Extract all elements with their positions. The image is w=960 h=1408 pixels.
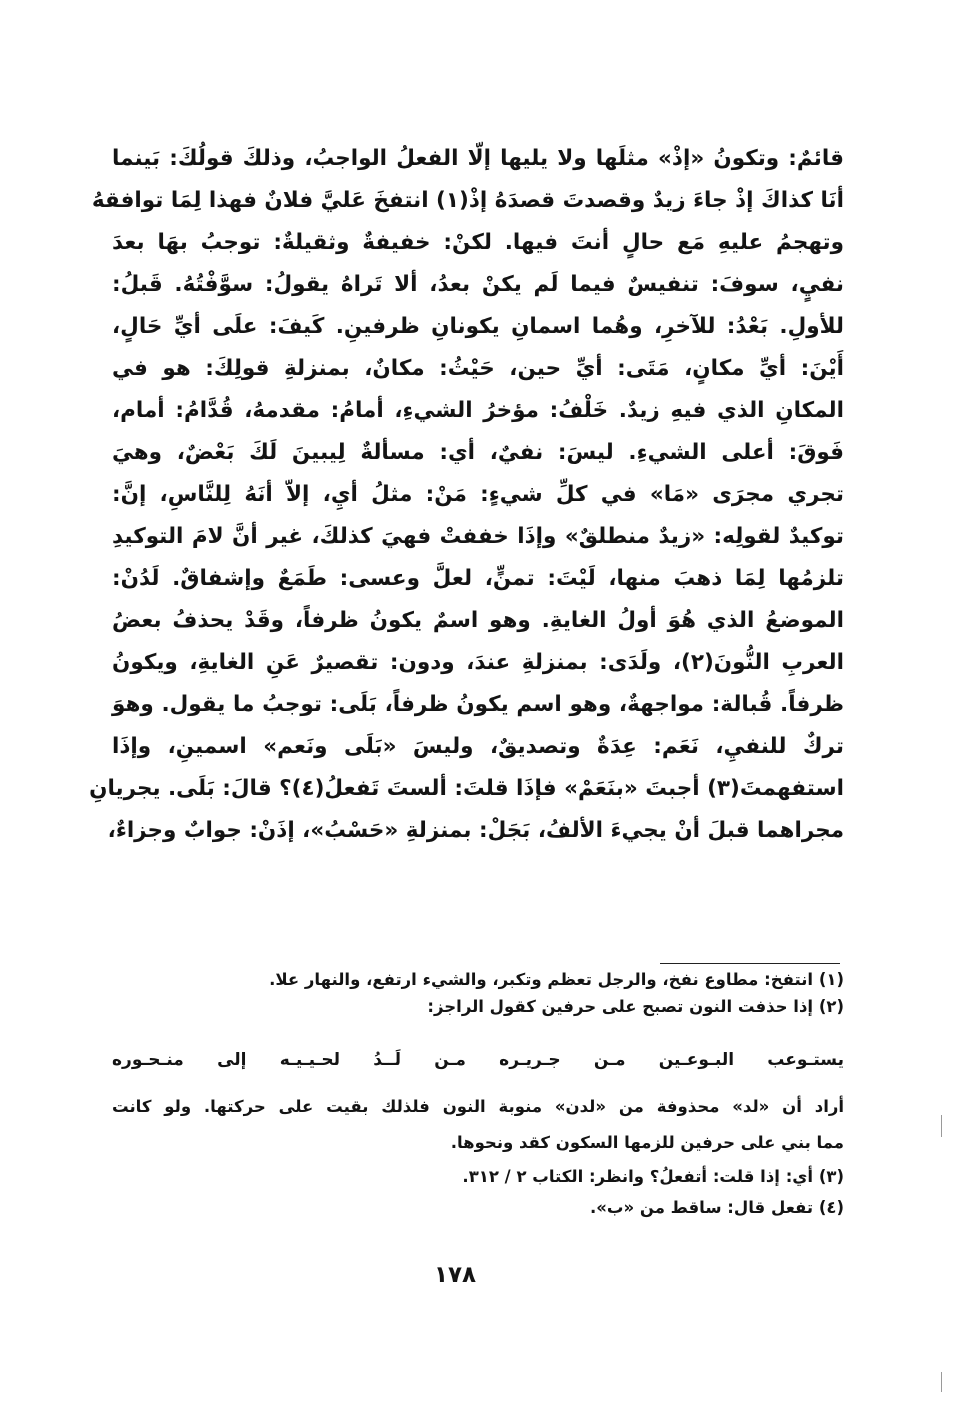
- text-line: مجراهما قبلَ أنْ يجيءَ الألفُ، بَجَلْ: بمنزلةِ «حَسْبُ»، إذَنْ: جوابٌ وجزاءٌ،: [107, 818, 844, 843]
- footnote-3: (٣) أي: إذا قلت: أتفعلُ؟ وانظر: الكتاب ٢ / ٣١٢.: [462, 1167, 844, 1186]
- text-line: أنَا كذاكَ إذْ جاءَ زيدٌ وقصدتَ قصدَهُ إذْ(١) انتفخَ عَليَّ فلانٌ فهذا لِمَا توافقهُ: [91, 188, 844, 213]
- text-line: قائمٌ: وتكونُ «إذْ» مثلَها ولا يليها إلّا الفعلُ الواجبُ، وذلكَ قولُكَ: بَينما: [112, 146, 844, 171]
- text-line: ظرفاً. قُبالة: مواجهةٌ، وهو اسم يكونُ ظرفاً، بَلَى: توجبُ ما يقول. وهوَ: [112, 692, 844, 717]
- footnote-4: (٤) تفعل قال: ساقط من «ب».: [589, 1198, 844, 1217]
- footnote-2-explanation-cont: مما بني على حرفين للزمها السكون كقد ونحوها.: [450, 1133, 844, 1152]
- quoted-verse: يستـوعب البـوعـين مـن جـريـره مـن لَــدُ لحـيـيـه إلى منـحـوره: [112, 1050, 844, 1070]
- footnote-2: (٢) إذا حذفت النون تصبح على حرفين كقول الراجز:: [427, 997, 844, 1016]
- footnotes: [112, 966, 844, 1223]
- text-line: تلزمُها لِمَا ذهبَ منها، لَيْتَ: تمنٍّ، لعلَّ وعسى: طَمَعٌ وإشفاقٌ. لَدُنْ:: [112, 566, 844, 591]
- text-line: تركٌ للنفيِ، نَعَم: عِدَةٌ وتصديقٌ، وليسَ «بَلَى ونَعم» اسمينِ، وإذَا: [112, 734, 844, 759]
- footnote-2-explanation: أراد أن «لد» محذوفة من «لدن» منوبة النون فلذلك بقيت على حركتها. ولو كانت: [112, 1097, 844, 1116]
- text-line: المكانِ الذي فيهِ زيدٌ. خَلْفُ: مؤخرُ الشيءِ، أمامُ: مقدمهُ، قُدَّامُ: أمام،: [112, 398, 844, 423]
- text-line: فَوقَ: أعلى الشيءِ. ليسَ: نفيٌ، أي: مسألةٌ لِيبينَ لَكَ بَعْضٌ، وهيَ: [112, 440, 844, 465]
- page-number: ١٧٨: [433, 1262, 477, 1288]
- footnote-1: (١) انتفخ: مطاوع نفخ، والرجل تعظم وتكبر، والشيء ارتفع، والنهار علا.: [269, 970, 844, 989]
- text-line: أَيْنَ: أيِّ مكانٍ، مَتَى: أيِّ حين، حَيْثُ: مكانٌ، بمنزلةِ قولِكَ: هو في: [112, 356, 844, 381]
- text-line: استفهمتَ(٣) أجبتَ «بنَعَمْ» فإذَا قلتَ: ألستَ تَفعلُ(٤)؟ قالَ: بَلَى. يجريانِ: [89, 776, 844, 801]
- text-line: توكيدٌ لقولِه: «زيدٌ منطلقٌ» وإذَا خففتْ فهيَ كذلكَ، غير أنَّ لامَ التوكيدِ: [112, 524, 844, 549]
- text-line: نفيٍ، سوفَ: تنفيسٌ فيما لَم يكنْ بعدُ، ألا تَراهُ يقولُ: سوَّفْتُهُ. قَبلُ:: [112, 272, 844, 297]
- text-line: الموضعُ الذي هُوَ أولُ الغايةِ. وهو اسمٌ يكونُ ظرفاً، وقَدْ يحذفُ بعضُ: [112, 608, 844, 633]
- text-line: للأولِ. بَعْدُ: للآخرِ، وهُما اسمانِ يكونانِ ظرفينِ. كَيفَ: علَى أيِّ حَالٍ،: [112, 314, 844, 339]
- footnote-separator: [660, 963, 840, 964]
- text-line: وتهجمُ عليهِ مَع حالٍ أنتَ فيها. لكنْ: خفيفةٌ وثقيلةٌ: توجبُ بهَا بعدَ: [112, 230, 844, 255]
- main-text: [89, 138, 844, 852]
- text-line: تجري مجرَى «مَا» في كلِّ شيءٍ: مَنْ: مثلُ أيِ، إلاّ أنَهُ لِلنَّاسِ، إنَّ:: [112, 482, 844, 507]
- text-line: العربِ النُّونَ(٢)، ولَدَى: بمنزلةِ عندَ، ودون: تقصيرٌ عَنِ الغايةِ، ويكونُ: [112, 650, 844, 675]
- margin-mark: [941, 1372, 942, 1392]
- margin-mark: [941, 1115, 942, 1137]
